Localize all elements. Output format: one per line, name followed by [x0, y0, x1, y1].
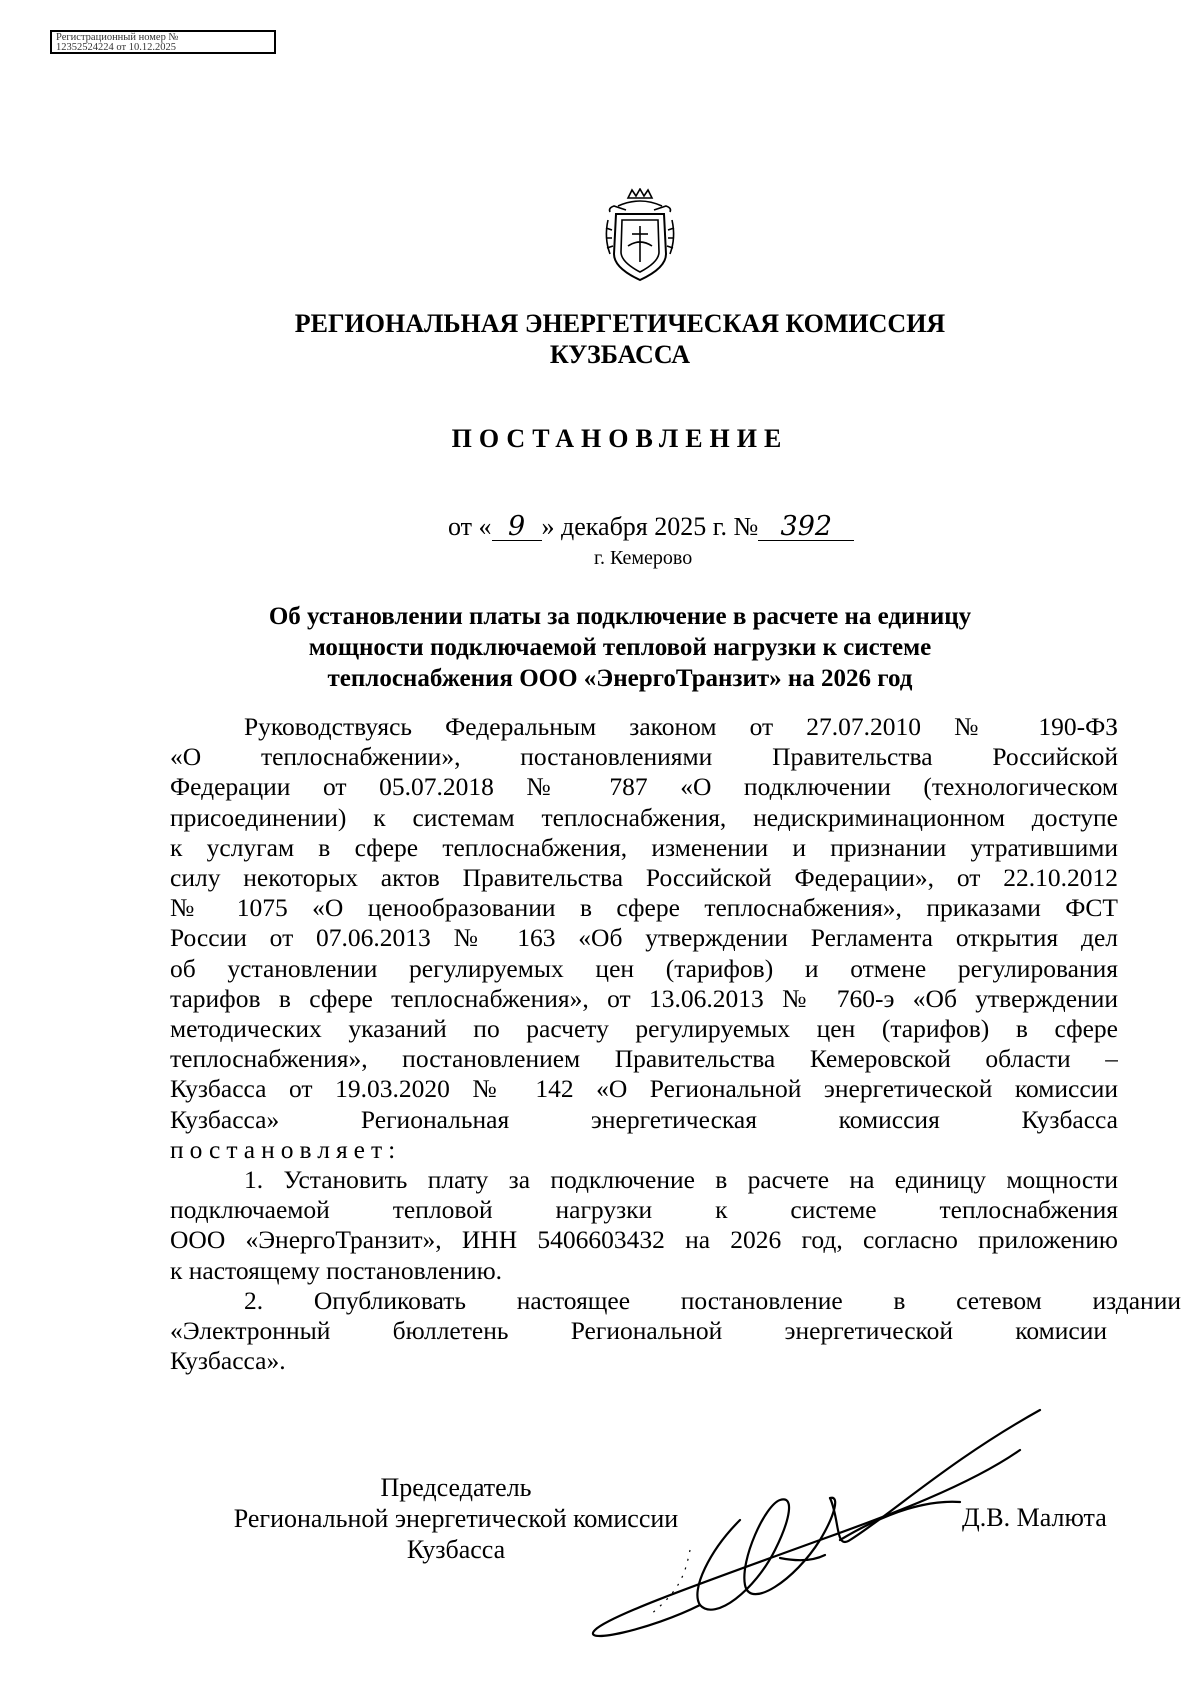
coat-of-arms-icon [598, 188, 682, 284]
document-subject [170, 601, 1070, 694]
preamble-line: Руководствуясь Федеральным законом от 27.07.2010 № 190-ФЗ [244, 712, 1118, 741]
org-name-line2: КУЗБАССА [549, 340, 691, 369]
item-line: 1. Установить плату за подключение в расчете на единицу мощности [244, 1165, 1118, 1195]
preamble-line: России от 07.06.2013 № 163 «Об утверждении Регламента открытия дел [170, 923, 1118, 953]
subject-line: Об установлении платы за подключение в расчете на единицу [268, 603, 972, 630]
date-prefix: от « [448, 512, 492, 541]
item-line: к настоящему постановлению. [170, 1255, 503, 1285]
date-middle: » декабря 2025 г. № [541, 512, 759, 541]
preamble-line: к услугам в сфере теплоснабжения, изменении и признании утратившими [170, 832, 1118, 862]
item-line: Кузбасса». [170, 1346, 286, 1376]
subject-line: теплоснабжения ООО «ЭнергоТранзит» на 2026 год [327, 665, 913, 692]
item-line: ООО «ЭнергоТранзит», ИНН 5406603432 на 2026 год, согласно приложению [170, 1225, 1118, 1255]
signer-position-line: Председатель [380, 1473, 532, 1502]
signer-position-line: Кузбасса [406, 1535, 506, 1564]
preamble-line: «О теплоснабжении», постановлениями Правительства Российской [170, 742, 1118, 772]
preamble-line: тарифов в сфере теплоснабжения», от 13.06.2013 № 760-э «Об утверждении [170, 983, 1118, 1013]
org-name-line1: РЕГИОНАЛЬНАЯ ЭНЕРГЕТИЧЕСКАЯ КОМИССИЯ [294, 309, 946, 338]
preamble-paragraph [170, 712, 1118, 1165]
signer-name: Д.В. Малюта [962, 1503, 1107, 1532]
city: г. Кемерово [594, 547, 693, 569]
item-1 [170, 1165, 1118, 1286]
preamble-line: № 1075 «О ценообразовании в сфере теплоснабжения», приказами ФСТ [170, 893, 1118, 923]
registration-number-label: Регистрационный номер № [56, 32, 179, 43]
signer-position-line: Региональной энергетической комиссии [233, 1504, 679, 1533]
item-line: «Электронный бюллетень Региональной энергетической комисии [170, 1316, 1107, 1346]
item-line: 2. Опубликовать настоящее постановление в сетевом издании [244, 1285, 1181, 1315]
date-number-line [448, 512, 854, 542]
document-number-handwritten: 392 [758, 514, 854, 541]
document-body [170, 712, 1181, 1376]
preamble-line: Кузбасса» Региональная энергетическая комиссия Кузбасса [170, 1104, 1118, 1134]
document-type: ПОСТАНОВЛЕНИЕ [451, 424, 789, 453]
registration-number-value: 12352524224 от 10.12.2025 [56, 42, 176, 53]
item-2 [170, 1285, 1181, 1377]
subject-line: мощности подключаемой тепловой нагрузки к системе [308, 634, 932, 661]
preamble-line: силу некоторых актов Правительства Российской Федерации», от 22.10.2012 [170, 863, 1118, 893]
preamble-line: присоединении) к системам теплоснабжения, недискриминационном доступе [170, 802, 1118, 832]
preamble-line: об установлении регулируемых цен (тарифов) и отмене регулирования [170, 953, 1118, 983]
date-day-handwritten: 9 [492, 514, 542, 541]
preamble-line: Федерации от 05.07.2018 № 787 «О подключении (технологическом [170, 772, 1118, 802]
preamble-line: Кузбасса от 19.03.2020 № 142 «О Региональной энергетической комиссии [170, 1074, 1118, 1104]
preamble-line: методических указаний по расчету регулируемых цен (тарифов) в сфере [170, 1014, 1118, 1044]
registration-stamp [50, 30, 276, 54]
preamble-line: теплоснабжения», постановлением Правительства Кемеровской области – [170, 1044, 1118, 1074]
item-line: подключаемой тепловой нагрузки к системе теплоснабжения [170, 1195, 1118, 1225]
resolves-word: постановляет: [170, 1134, 402, 1164]
